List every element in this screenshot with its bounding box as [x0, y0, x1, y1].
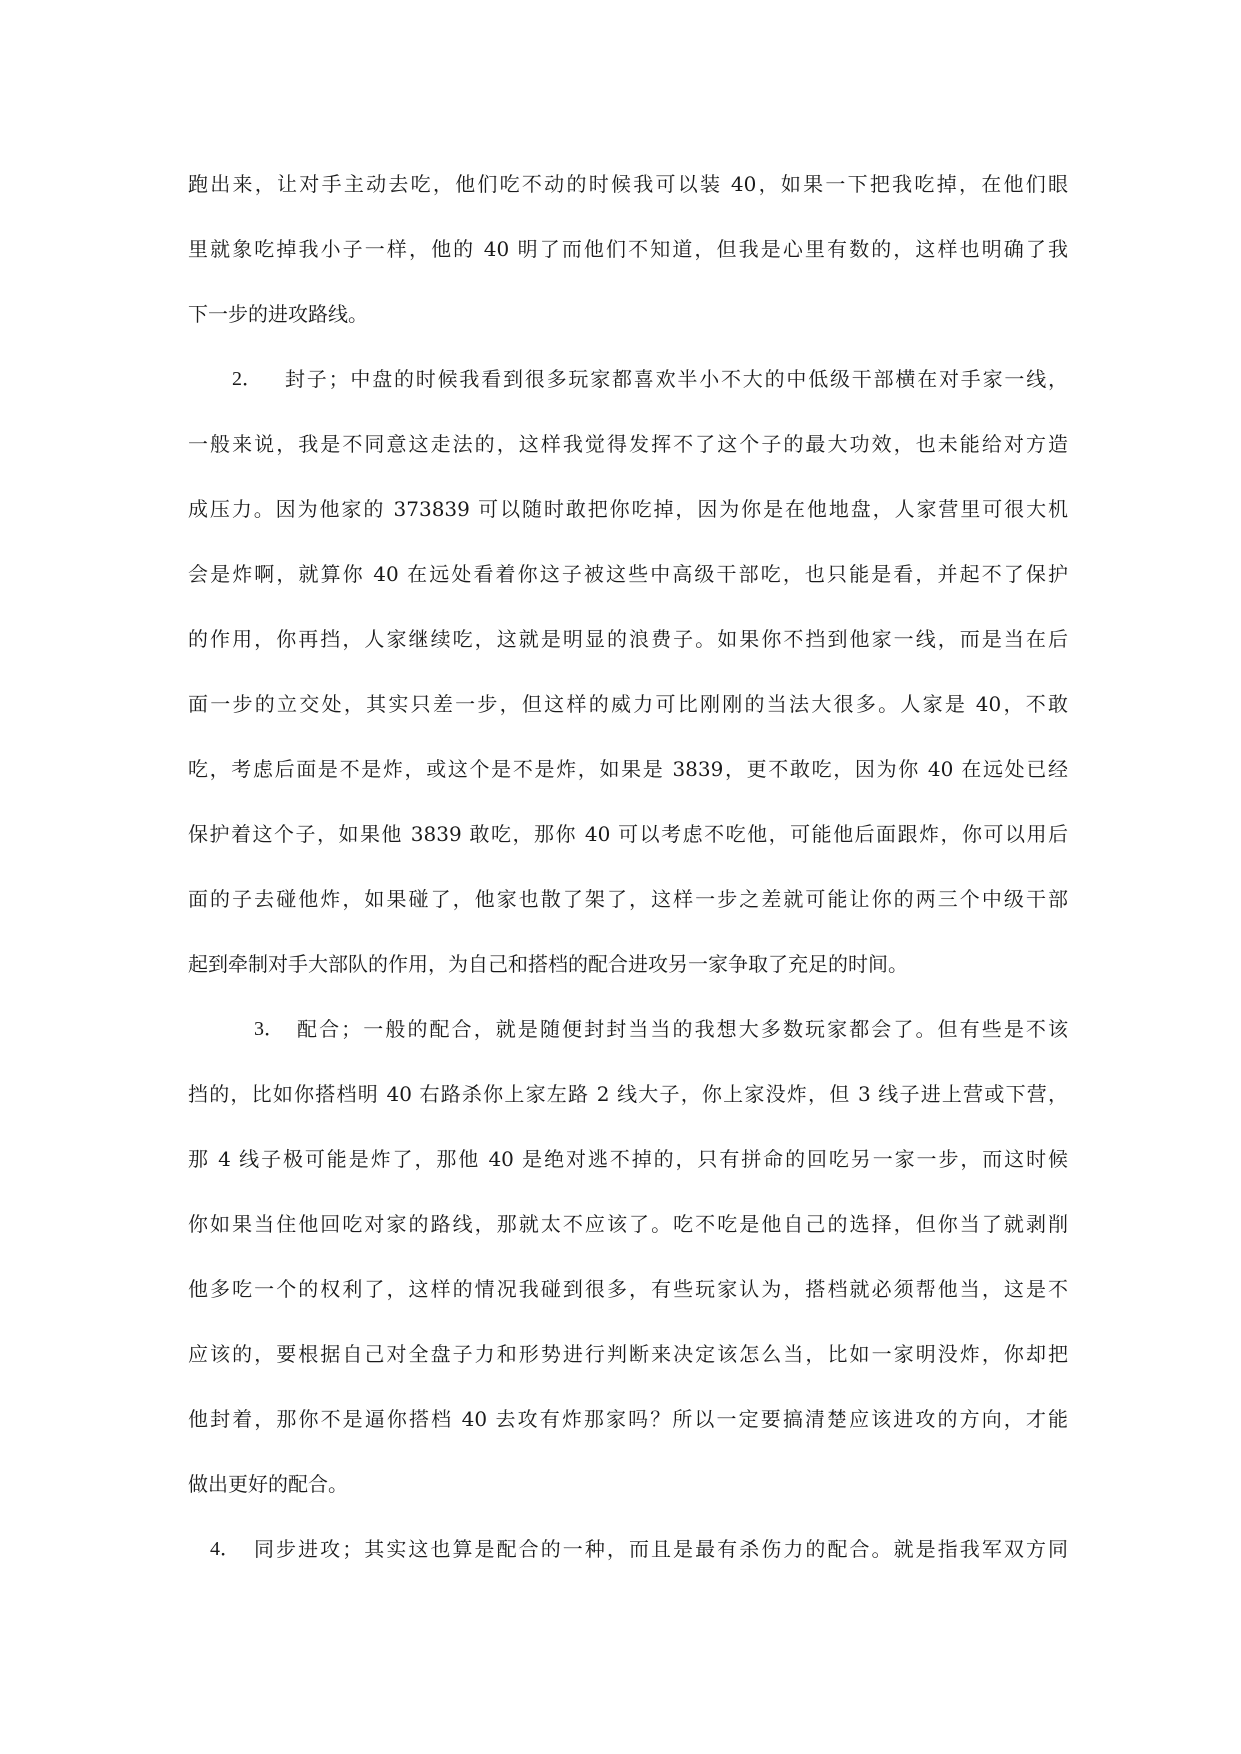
- paragraph-1-line-3: 下一步的进攻路线。: [188, 302, 368, 326]
- paragraph-4-line-1: 同步进攻；其实这也算是配合的一种，而且是最有杀伤力的配合。就是指我军双方同: [254, 1537, 1068, 1561]
- paragraph-4-number: 4．: [210, 1538, 240, 1560]
- paragraph-2-line-8: 保护着这个子，如果他 3839 敢吃，那你 40 可以考虑不吃他，可能他后面跟炸，你可以用后: [188, 822, 1068, 846]
- paragraph-2-number: 2．: [232, 368, 262, 390]
- paragraph-3-line-3: 那 4 线子极可能是炸了，那他 40 是绝对逃不掉的，只有拼命的回吃另一家一步，而这时候: [188, 1147, 1068, 1171]
- paragraph-1-line-2: 里就象吃掉我小子一样，他的 40 明了而他们不知道，但我是心里有数的，这样也明确了我: [188, 237, 1068, 261]
- paragraph-1-line-1: 跑出来，让对手主动去吃，他们吃不动的时候我可以装 40，如果一下把我吃掉，在他们眼: [188, 172, 1068, 196]
- paragraph-2-line-3: 成压力。因为他家的 373839 可以随时敢把你吃掉，因为你是在他地盘，人家营里可很大机: [188, 497, 1068, 521]
- paragraph-2-line-7: 吃，考虑后面是不是炸，或这个是不是炸，如果是 3839，更不敢吃，因为你 40 在远处已经: [188, 757, 1068, 781]
- paragraph-3-line-5: 他多吃一个的权利了，这样的情况我碰到很多，有些玩家认为，搭档就必须帮他当，这是不: [188, 1277, 1068, 1301]
- paragraph-3-line-1: 配合；一般的配合，就是随便封封当当的我想大多数玩家都会了。但有些是不该: [297, 1017, 1068, 1041]
- paragraph-2-line-9: 面的子去碰他炸，如果碰了，他家也散了架了，这样一步之差就可能让你的两三个中级干部: [188, 887, 1068, 911]
- paragraph-3-line-6: 应该的，要根据自己对全盘子力和形势进行判断来决定该怎么当，比如一家明没炸，你却把: [188, 1342, 1068, 1366]
- paragraph-2-line-4: 会是炸啊，就算你 40 在远处看着你这子被这些中高级干部吃，也只能是看，并起不了保护: [188, 562, 1068, 586]
- paragraph-2-line-2: 一般来说，我是不同意这走法的，这样我觉得发挥不了这个子的最大功效，也未能给对方造: [188, 432, 1068, 456]
- paragraph-3-line-7: 他封着，那你不是逼你搭档 40 去攻有炸那家吗？所以一定要搞清楚应该进攻的方向，才能: [188, 1407, 1068, 1431]
- paragraph-3-line-2: 挡的，比如你搭档明 40 右路杀你上家左路 2 线大子，你上家没炸，但 3 线子进上营或下营，: [188, 1082, 1068, 1106]
- paragraph-2-line-1: 封子；中盘的时候我看到很多玩家都喜欢半小不大的中低级干部横在对手家一线，: [285, 367, 1068, 391]
- paragraph-3-line-8: 做出更好的配合。: [188, 1472, 348, 1496]
- paragraph-3-number: 3．: [254, 1018, 284, 1040]
- paragraph-2-line-5: 的作用，你再挡，人家继续吃，这就是明显的浪费子。如果你不挡到他家一线，而是当在后: [188, 627, 1068, 651]
- paragraph-3-line-4: 你如果当住他回吃对家的路线，那就太不应该了。吃不吃是他自己的选择，但你当了就剥削: [188, 1212, 1068, 1236]
- paragraph-2-line-6: 面一步的立交处，其实只差一步，但这样的威力可比刚刚的当法大很多。人家是 40，不敢: [188, 692, 1068, 716]
- paragraph-2-line-10: 起到牵制对手大部队的作用，为自己和搭档的配合进攻另一家争取了充足的时间。: [188, 952, 908, 976]
